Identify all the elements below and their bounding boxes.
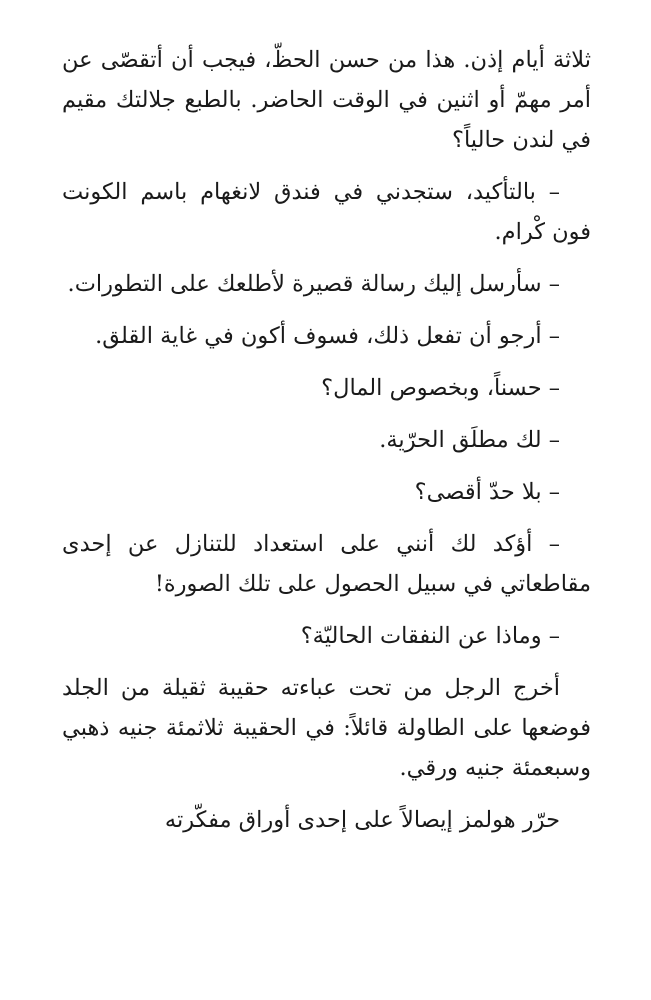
paragraph-10: أخرج الرجل من تحت عباءته حقيبة ثقيلة من الجلد فوضعها على الطاولة قائلاً: في الحقيبة ثلاثمئة جنيه ذهبي وسبعمئة جنيه ورقي. bbox=[62, 675, 591, 781]
paragraph-2: – بالتأكيد، ستجدني في فندق لانغهام باسم الكونت فون كْرام. bbox=[62, 179, 591, 245]
paragraph-3: – سأرسل إليك رسالة قصيرة لأطلعك على التطورات. bbox=[67, 271, 560, 297]
book-page bbox=[62, 40, 591, 840]
paragraph-5: – حسناً، وبخصوص المال؟ bbox=[321, 375, 560, 401]
paragraph-8: – أؤكد لك أنني على استعداد للتنازل عن إحدى مقاطعاتي في سبيل الحصول على تلك الصورة! bbox=[62, 531, 591, 597]
paragraph-6: – لك مطلَق الحرّية. bbox=[379, 427, 560, 453]
paragraph-9: – وماذا عن النفقات الحاليّة؟ bbox=[300, 623, 560, 649]
paragraph-1: ثلاثة أيام إذن. هذا من حسن الحظّ، فيجب أن أتقصّى عن أمر مهمّ أو اثنين في الوقت الحاضر. بالطبع جلالتك مقيم في لندن حالياً؟ bbox=[62, 47, 591, 153]
paragraph-11: حرّر هولمز إيصالاً على إحدى أوراق مفكّرته bbox=[164, 807, 560, 833]
paragraph-4: – أرجو أن تفعل ذلك، فسوف أكون في غاية القلق. bbox=[95, 323, 560, 349]
paragraph-7: – بلا حدّ أقصى؟ bbox=[414, 479, 560, 505]
